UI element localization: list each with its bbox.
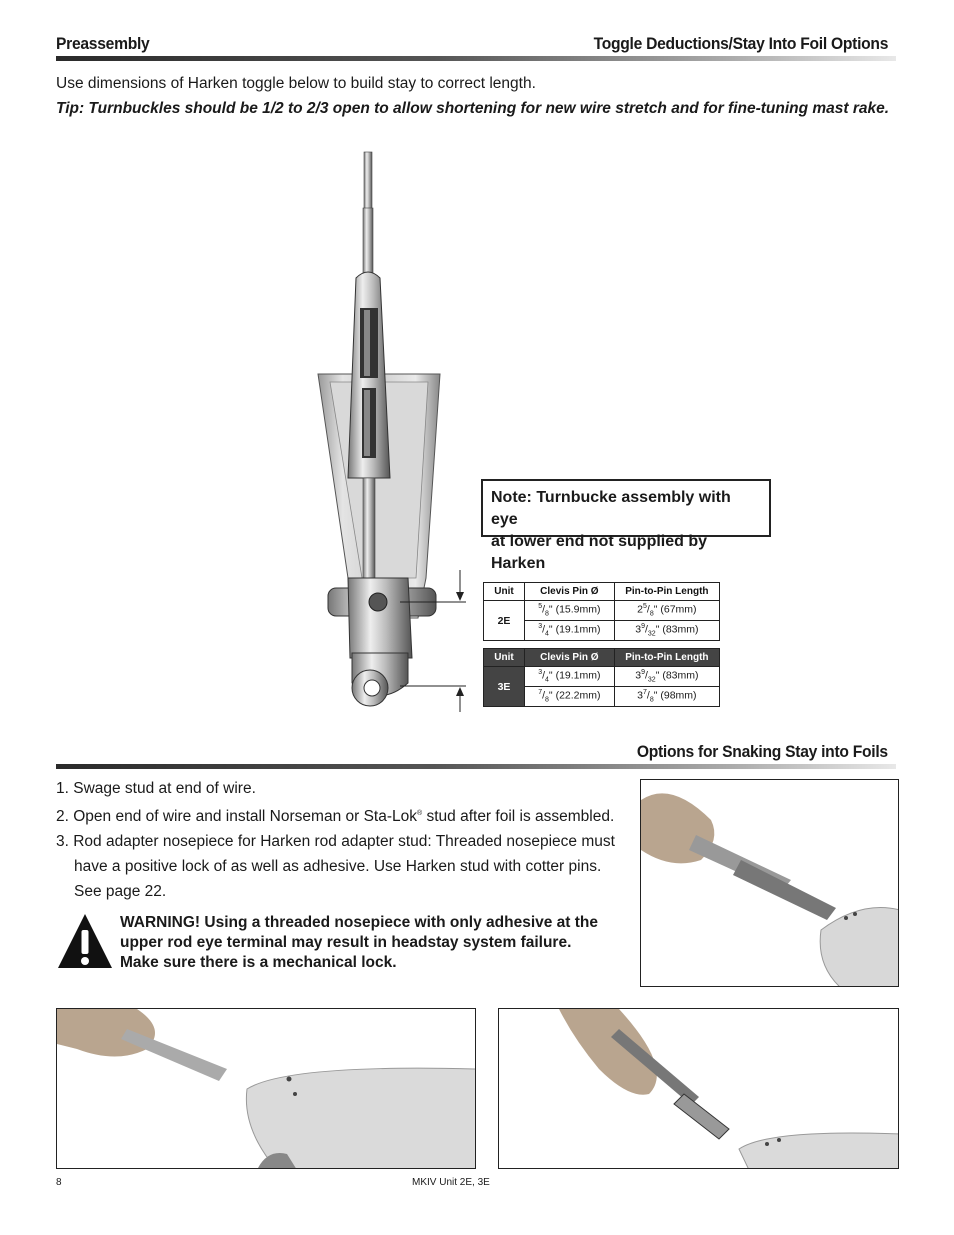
note-line-1: Note: Turnbucke assembly with eye xyxy=(491,489,731,528)
clevis-pin-cell: $^7/_8$" (22.2mm) xyxy=(524,687,614,707)
section-title-toggle-deductions: Toggle Deductions/Stay Into Foil Options xyxy=(593,34,888,53)
warning-triangle-icon xyxy=(56,912,114,970)
section-title-preassembly: Preassembly xyxy=(56,34,150,53)
header-rule xyxy=(56,56,896,61)
col-unit: Unit xyxy=(484,649,525,667)
pin-to-pin-cell: $3^7/_8$" (98mm) xyxy=(614,687,719,707)
warning-text: WARNING! Using a threaded nosepiece with only adhesive at the upper rod eye terminal may result in headstay system failure. Make sure there is a mechanical lock. xyxy=(120,914,599,971)
table-row xyxy=(484,667,720,687)
clevis-pin-cell: $^3/_4$" (19.1mm) xyxy=(524,667,614,687)
pin-to-pin-cell: $3^9/_{32}$" (83mm) xyxy=(614,667,719,687)
table-header-row xyxy=(484,583,720,601)
section-title-snaking-options: Options for Snaking Stay into Foils xyxy=(636,742,888,761)
photo-swaged-stud xyxy=(640,779,899,987)
col-clevis-pin: Clevis Pin Ø xyxy=(524,649,614,667)
table-row xyxy=(484,601,720,621)
pin-to-pin-dimension-arrows xyxy=(400,570,480,715)
pin-to-pin-cell: $2^5/_8$" (67mm) xyxy=(614,601,719,621)
spec-table-3e xyxy=(483,648,720,707)
note-box xyxy=(481,479,771,572)
clevis-pin-cell: $^3/_4$" (19.1mm) xyxy=(524,621,614,641)
photo-rod-adapter xyxy=(498,1008,899,1169)
col-pin-to-pin: Pin-to-Pin Length xyxy=(614,649,719,667)
note-line-2: at lower end not supplied by Harken xyxy=(491,533,708,572)
col-clevis-pin: Clevis Pin Ø xyxy=(524,583,614,601)
tip-text: Tip: Turnbuckles should be 1/2 to 2/3 open to allow shortening for new wire stretch and for fine-tuning mast rake. xyxy=(56,100,890,117)
step-1: 1. Swage stud at end of wire. xyxy=(56,780,256,797)
intro-text: Use dimensions of Harken toggle below to build stay to correct length. xyxy=(56,75,536,92)
spec-table-2e xyxy=(483,582,720,641)
step-3: 3. Rod adapter nosepiece for Harken rod adapter stud: Threaded nosepiece must have a positive lock of as well as adhesive. Use Harken stud with cotter pins. See page 22. xyxy=(56,833,615,901)
footer-model: MKIV Unit 2E, 3E xyxy=(412,1177,490,1188)
photo-wire-into-foil xyxy=(56,1008,476,1169)
table-header-row xyxy=(484,649,720,667)
steps-list xyxy=(56,778,646,906)
col-pin-to-pin: Pin-to-Pin Length xyxy=(614,583,719,601)
unit-cell: 2E xyxy=(484,601,525,641)
pin-to-pin-cell: $3^9/_{32}$" (83mm) xyxy=(614,621,719,641)
page-number: 8 xyxy=(56,1177,62,1188)
clevis-pin-cell: $^5/_8$" (15.9mm) xyxy=(524,601,614,621)
unit-cell: 3E xyxy=(484,667,525,707)
section-rule xyxy=(56,764,896,769)
step-2: 2. Open end of wire and install Norseman or Sta-Lok® stud after foil is assembled. xyxy=(56,808,615,826)
col-unit: Unit xyxy=(484,583,525,601)
